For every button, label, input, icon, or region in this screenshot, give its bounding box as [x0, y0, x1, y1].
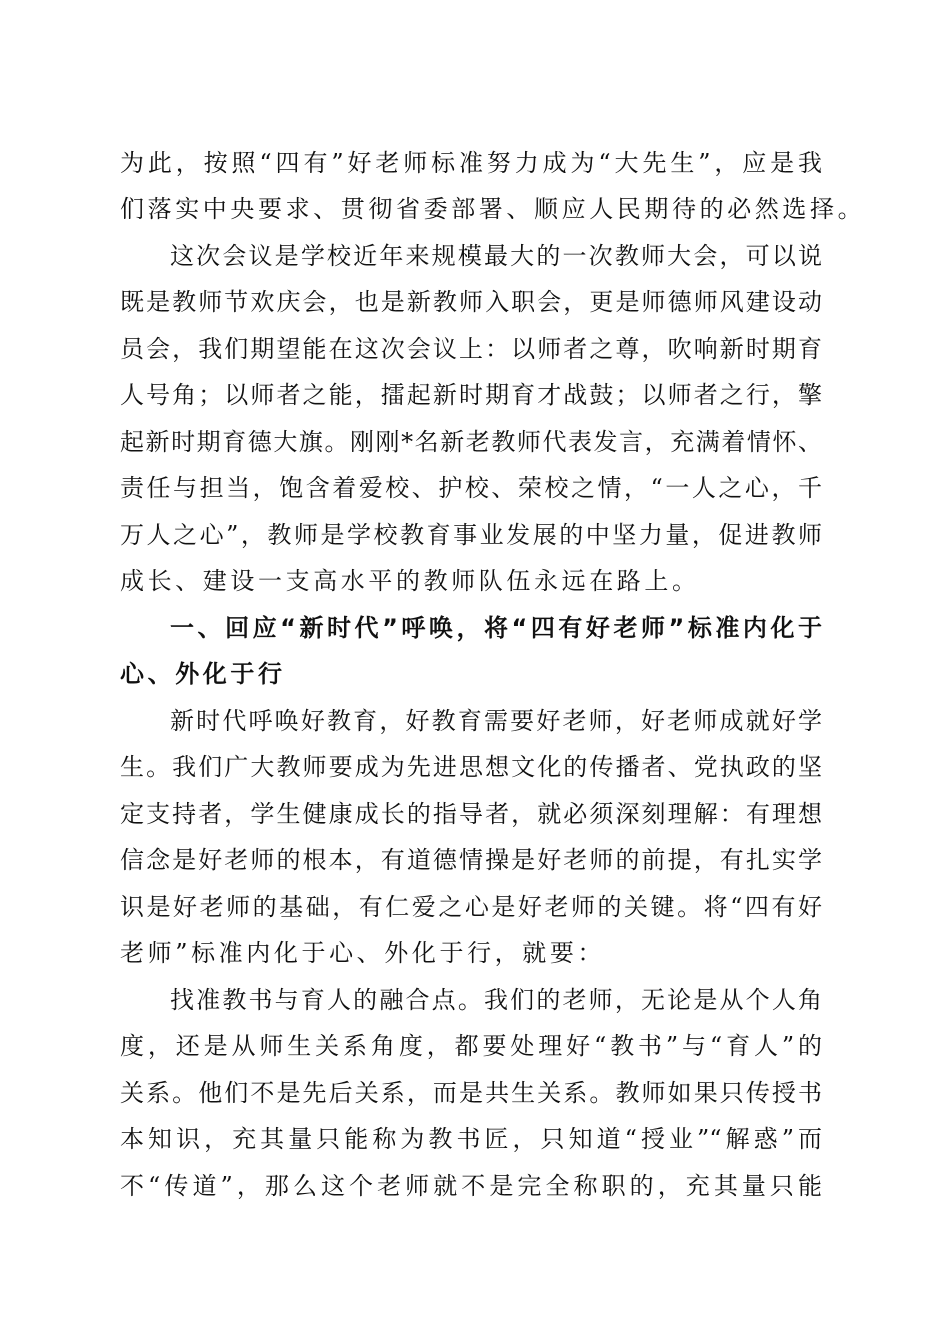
text-line: 起新时期育德大旗。刚刚*名新老教师代表发言，充满着情怀、: [120, 428, 822, 456]
text-line: 新时代呼唤好教育，好教育需要好老师，好老师成就好学: [170, 707, 822, 735]
text-line: 不“传道”，那么这个老师就不是完全称职的，充其量只能: [120, 1172, 822, 1200]
text-line: 人号角；以师者之能，擂起新时期育才战鼓；以师者之行，擎: [120, 381, 822, 409]
text-line: 员会，我们期望能在这次会议上：以师者之尊，吹响新时期育: [120, 335, 822, 363]
section-heading: 心、外化于行: [120, 660, 286, 688]
text-line: 老师”标准内化于心、外化于行，就要：: [120, 939, 606, 967]
text-line: 定支持者，学生健康成长的指导者，就必须深刻理解：有理想: [120, 800, 822, 828]
text-line: 既是教师节欢庆会，也是新教师入职会，更是师德师风建设动: [120, 288, 822, 316]
text-line: 找准教书与育人的融合点。我们的老师，无论是从个人角: [170, 986, 822, 1014]
text-line: 关系。他们不是先后关系，而是共生关系。教师如果只传授书: [120, 1079, 822, 1107]
text-line: 万人之心”，教师是学校教育事业发展的中坚力量，促进教师: [120, 521, 822, 549]
text-line: 度，还是从师生关系角度，都要处理好“教书”与“育人”的: [120, 1032, 822, 1060]
text-line: 们落实中央要求、贯彻省委部署、顺应人民期待的必然选择。: [120, 195, 866, 223]
section-heading: 一、回应“新时代”呼唤，将“四有好老师”标准内化于: [170, 614, 822, 642]
text-line: 这次会议是学校近年来规模最大的一次教师大会，可以说: [170, 242, 822, 270]
text-line: 生。我们广大教师要成为先进思想文化的传播者、党执政的坚: [120, 753, 822, 781]
text-line: 成长、建设一支高水平的教师队伍永远在路上。: [120, 567, 700, 595]
text-line: 本知识，充其量只能称为教书匠，只知道“授业”“解惑”而: [120, 1125, 822, 1153]
text-line: 信念是好老师的根本，有道德情操是好老师的前提，有扎实学: [120, 846, 822, 874]
text-line: 责任与担当，饱含着爱校、护校、荣校之情，“一人之心，千: [120, 474, 822, 502]
text-line: 为此，按照“四有”好老师标准努力成为“大先生”，应是我: [120, 149, 822, 177]
text-line: 识是好老师的基础，有仁爱之心是好老师的关键。将“四有好: [120, 893, 822, 921]
